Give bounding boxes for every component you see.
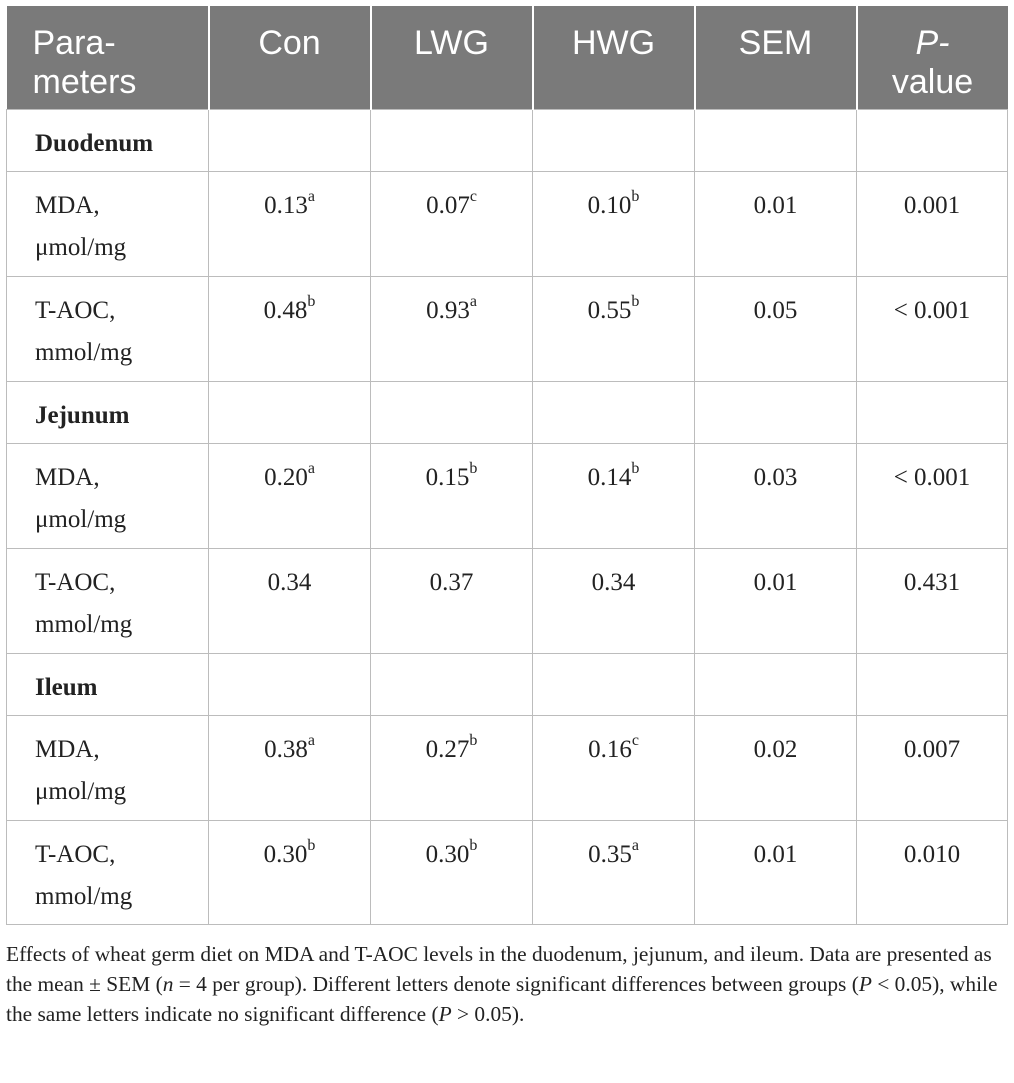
table-cell: [533, 109, 695, 171]
hwg-cell: [533, 820, 695, 924]
lwg-cell: [371, 715, 533, 820]
section-label: Ileum: [7, 653, 209, 715]
hwg-value: 0.16: [588, 735, 632, 763]
header-row: [7, 6, 1008, 109]
caption-text-3: < 0.05), while the same letters indicate no significant difference (: [6, 972, 998, 1026]
param-unit: mmol/mg: [35, 610, 133, 638]
sem-cell: 0.05: [695, 276, 857, 381]
lwg-value: 0.07: [426, 191, 470, 219]
table-cell: [371, 109, 533, 171]
param-name: MDA,: [35, 463, 100, 491]
param-unit: mmol/mg: [35, 338, 133, 366]
section-row-ileum: [7, 653, 1008, 715]
con-letter: a: [307, 460, 315, 478]
header-p-value-line2: value: [891, 63, 974, 101]
sem-cell: 0.01: [695, 820, 857, 924]
caption-n-symbol: n: [162, 972, 174, 996]
hwg-cell: [533, 715, 695, 820]
param-cell: [7, 443, 209, 548]
table-cell: [533, 381, 695, 443]
section-label: Duodenum: [7, 109, 209, 171]
hwg-letter: c: [631, 732, 639, 750]
hwg-letter: a: [631, 837, 639, 855]
table-cell: [209, 653, 371, 715]
table-cell: [857, 109, 1008, 171]
header-p-value: [857, 6, 1008, 109]
sem-cell: 0.03: [695, 443, 857, 548]
lwg-letter: b: [469, 732, 478, 750]
caption-text-1: Effects of wheat germ diet on MDA and T-AOC levels in the duodenum, jejunum, and ileum. Data are presented as the mean ± SEM (: [6, 942, 992, 996]
caption-text-2: = 4 per group). Different letters denote significant differences between groups (: [173, 972, 859, 996]
param-name: T-AOC,: [35, 296, 116, 324]
con-letter: b: [307, 837, 316, 855]
table-row: [7, 715, 1008, 820]
table-cell: [533, 653, 695, 715]
param-unit: mmol/mg: [35, 882, 133, 910]
lwg-letter: a: [469, 293, 477, 311]
con-value: 0.48: [263, 296, 308, 324]
hwg-cell: [533, 276, 695, 381]
con-value: 0.20: [264, 463, 308, 491]
table-cell: [695, 653, 857, 715]
section-label: Jejunum: [7, 381, 209, 443]
lwg-cell: [371, 548, 533, 653]
caption-p-symbol: P: [858, 972, 872, 996]
param-cell: [7, 276, 209, 381]
hwg-value: 0.34: [591, 568, 636, 596]
results-table: [6, 6, 1008, 925]
con-value: 0.30: [263, 840, 308, 868]
hwg-letter: b: [631, 188, 640, 206]
hwg-letter: b: [631, 460, 640, 478]
con-cell: [209, 820, 371, 924]
caption-text-4: > 0.05).: [451, 1002, 525, 1026]
table-row: [7, 443, 1008, 548]
con-cell: [209, 548, 371, 653]
header-p-value-line1: P-: [915, 24, 950, 62]
table-cell: [209, 381, 371, 443]
lwg-value: 0.93: [426, 296, 470, 324]
param-cell: [7, 820, 209, 924]
con-cell: [209, 276, 371, 381]
header-con: Con: [209, 6, 371, 109]
table-cell: [695, 381, 857, 443]
results-table-container: [6, 6, 1007, 925]
param-unit: μmol/mg: [35, 233, 127, 261]
lwg-value: 0.27: [425, 735, 470, 763]
header-sem: SEM: [695, 6, 857, 109]
section-row-jejunum: [7, 381, 1008, 443]
hwg-value: 0.55: [587, 296, 632, 324]
hwg-cell: [533, 443, 695, 548]
sem-cell: 0.01: [695, 171, 857, 276]
hwg-value: 0.35: [588, 840, 632, 868]
table-cell: [695, 109, 857, 171]
param-name: MDA,: [35, 735, 100, 763]
table-cell: [857, 653, 1008, 715]
sem-cell: 0.02: [695, 715, 857, 820]
con-value: 0.34: [267, 568, 312, 596]
header-parameters-line2: meters: [32, 63, 137, 101]
param-unit: μmol/mg: [35, 505, 127, 533]
lwg-letter: b: [469, 837, 478, 855]
p-value-cell: 0.010: [857, 820, 1008, 924]
param-cell: [7, 548, 209, 653]
table-cell: [209, 109, 371, 171]
header-parameters: [7, 6, 209, 109]
lwg-value: 0.30: [425, 840, 470, 868]
table-row: [7, 276, 1008, 381]
table-row: [7, 820, 1008, 924]
header-lwg: LWG: [371, 6, 533, 109]
section-row-duodenum: [7, 109, 1008, 171]
hwg-cell: [533, 548, 695, 653]
param-unit: μmol/mg: [35, 777, 127, 805]
lwg-letter: c: [469, 188, 477, 206]
con-value: 0.13: [264, 191, 308, 219]
p-value-cell: < 0.001: [857, 276, 1008, 381]
table-cell: [857, 381, 1008, 443]
param-name: T-AOC,: [35, 840, 116, 868]
header-parameters-line1: Para-: [32, 24, 116, 62]
con-value: 0.38: [264, 735, 308, 763]
hwg-value: 0.10: [587, 191, 632, 219]
lwg-cell: [371, 171, 533, 276]
hwg-letter: b: [631, 293, 640, 311]
p-value-cell: 0.007: [857, 715, 1008, 820]
con-letter: a: [307, 188, 315, 206]
param-cell: [7, 715, 209, 820]
lwg-cell: [371, 820, 533, 924]
table-row: [7, 171, 1008, 276]
header-hwg: HWG: [533, 6, 695, 109]
table-caption: [6, 939, 1010, 1029]
lwg-cell: [371, 276, 533, 381]
hwg-cell: [533, 171, 695, 276]
lwg-value: 0.37: [429, 568, 474, 596]
sem-cell: 0.01: [695, 548, 857, 653]
param-cell: [7, 171, 209, 276]
lwg-cell: [371, 443, 533, 548]
table-row: [7, 548, 1008, 653]
con-letter: a: [307, 732, 315, 750]
param-name: T-AOC,: [35, 568, 116, 596]
con-letter: b: [307, 293, 316, 311]
con-cell: [209, 443, 371, 548]
con-cell: [209, 171, 371, 276]
hwg-value: 0.14: [587, 463, 632, 491]
lwg-letter: b: [469, 460, 478, 478]
lwg-value: 0.15: [425, 463, 470, 491]
param-name: MDA,: [35, 191, 100, 219]
p-value-cell: 0.431: [857, 548, 1008, 653]
p-value-cell: < 0.001: [857, 443, 1008, 548]
p-value-cell: 0.001: [857, 171, 1008, 276]
table-cell: [371, 381, 533, 443]
caption-p-symbol: P: [438, 1002, 452, 1026]
con-cell: [209, 715, 371, 820]
table-cell: [371, 653, 533, 715]
